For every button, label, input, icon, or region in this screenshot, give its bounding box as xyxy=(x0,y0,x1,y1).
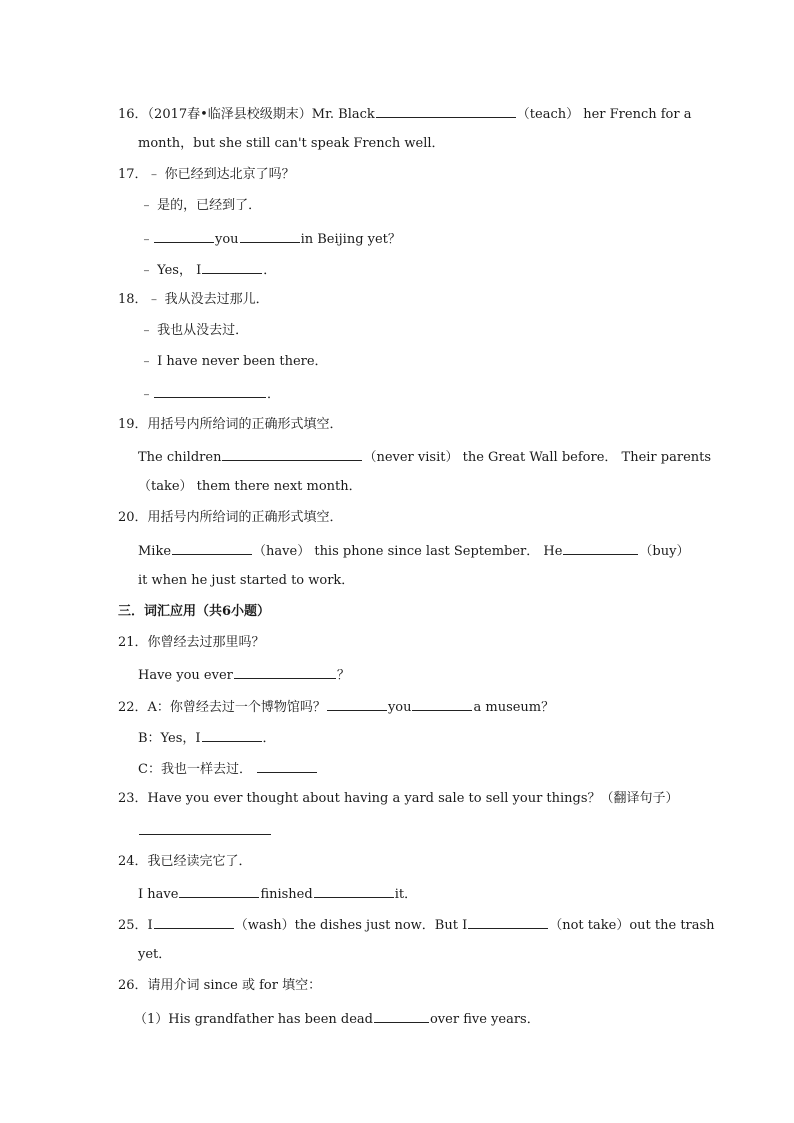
answer-blank[interactable] xyxy=(376,105,516,118)
dialogue-line: ﹣ you in Beijing yet？ xyxy=(140,232,401,247)
answer-blank[interactable] xyxy=(374,1010,429,1023)
question-19-heading: 19．用括号内所给词的正确形式填空． xyxy=(118,417,343,432)
question-20-line-2: it when he just started to work． xyxy=(138,573,355,588)
question-26-heading: 26．请用介词 since 或 for 填空： xyxy=(118,978,322,993)
question-25-line-1: 25．I （wash）the dishes just now．But I （not take）out the trash xyxy=(118,918,715,933)
dialogue-line: ﹣ 我也从没去过． xyxy=(140,323,249,338)
question-18-heading: 18．﹣ 我从没去过那儿． xyxy=(118,292,269,307)
answer-blank[interactable] xyxy=(139,822,271,835)
question-24-line-1: I have finished it． xyxy=(138,887,418,902)
question-23-heading: 23．Have you ever thought about having a yard sale to sell your things？（翻译句子） xyxy=(118,791,679,806)
question-20-line-1: Mike （have） this phone since last September． He （buy） xyxy=(138,544,690,559)
answer-blank[interactable] xyxy=(154,916,234,929)
question-16-line-2: month，but she still can't speak French well． xyxy=(138,136,445,151)
question-22-heading: 22．A：你曾经去过一个博物馆吗？ you a museum？ xyxy=(118,700,555,715)
question-21-line-1: Have you ever ？ xyxy=(138,668,350,683)
answer-blank[interactable] xyxy=(468,916,548,929)
answer-blank[interactable] xyxy=(412,698,472,711)
dialogue-line: ﹣ Yes， I ． xyxy=(140,263,277,278)
answer-blank[interactable] xyxy=(327,698,387,711)
dialogue-line: ﹣ 是的，已经到了． xyxy=(140,198,262,213)
question-20-heading: 20．用括号内所给词的正确形式填空． xyxy=(118,510,343,525)
answer-blank[interactable] xyxy=(202,261,262,274)
answer-blank[interactable] xyxy=(202,729,262,742)
answer-blank[interactable] xyxy=(314,885,394,898)
question-24-heading: 24．我已经读完它了． xyxy=(118,854,252,869)
dialogue-line: C：我也一样去过． xyxy=(138,760,318,778)
answer-blank[interactable] xyxy=(154,385,266,398)
answer-blank[interactable] xyxy=(257,760,317,773)
question-17-heading: 17．﹣ 你已经到达北京了吗？ xyxy=(118,167,295,182)
question-16-line-1: 16．（2017春•临泽县校级期末）Mr. Black （teach） her French for a xyxy=(118,107,692,122)
answer-blank[interactable] xyxy=(222,448,362,461)
dialogue-line: ﹣ ． xyxy=(140,387,281,402)
answer-blank[interactable] xyxy=(563,542,638,555)
answer-blank[interactable] xyxy=(234,666,336,679)
answer-blank[interactable] xyxy=(240,230,300,243)
answer-blank[interactable] xyxy=(154,230,214,243)
question-26-line-1: （1）His grandfather has been dead over five years． xyxy=(134,1012,540,1027)
dialogue-line: B：Yes，I ． xyxy=(138,731,276,746)
question-23-answer-line xyxy=(138,822,272,840)
answer-blank[interactable] xyxy=(172,542,252,555)
question-19-line-1: The children （never visit） the Great Wall before． Their parents xyxy=(138,450,712,465)
section-title: 三．词汇应用（共6小题） xyxy=(118,604,271,619)
question-21-heading: 21．你曾经去过那里吗？ xyxy=(118,635,265,650)
dialogue-line: ﹣ I have never been there． xyxy=(140,354,328,369)
question-25-line-2: yet． xyxy=(138,947,172,962)
question-19-line-2: （take） them there next month． xyxy=(138,479,362,494)
answer-blank[interactable] xyxy=(179,885,259,898)
